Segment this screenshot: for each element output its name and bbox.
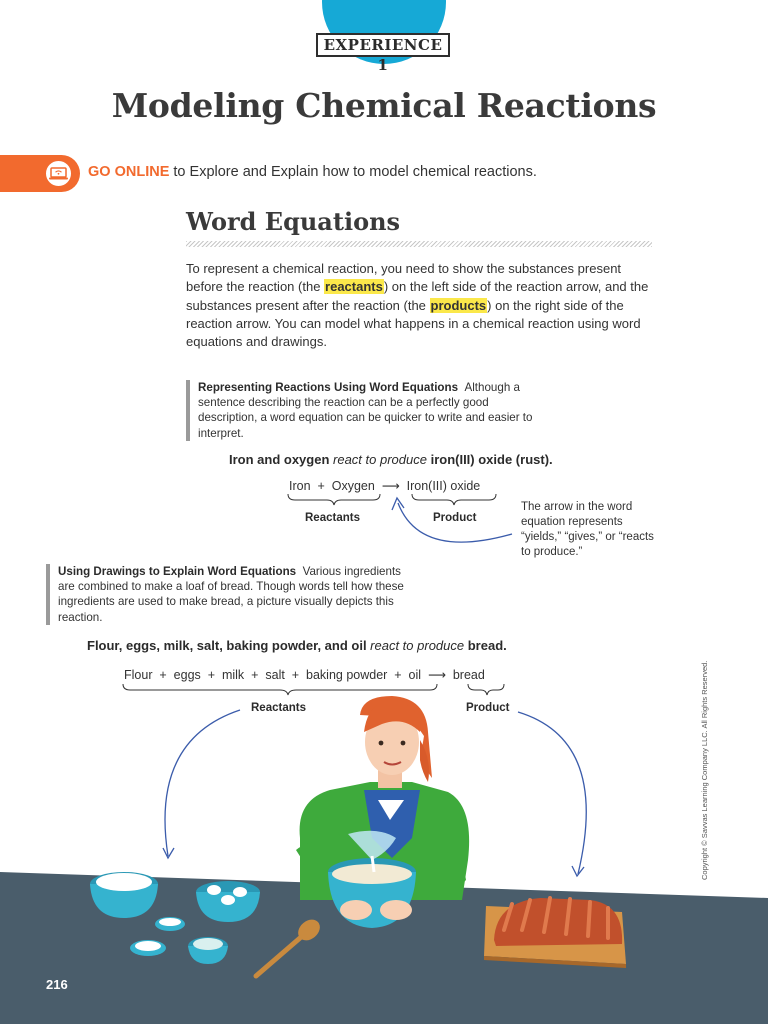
equation-1-line: Iron + Oxygen ⟶ Iron(III) oxide xyxy=(289,479,481,493)
intro-text-1: To represent a chemical reaction, you need to show the substances present before the reaction (the xyxy=(186,261,622,295)
reactants-label: Reactants xyxy=(305,512,360,524)
reactants-label: Reactants xyxy=(251,702,306,714)
caption-italic: react to produce xyxy=(370,638,468,653)
reactants-highlight: reactants xyxy=(325,279,383,295)
caption-bold: bread. xyxy=(467,638,507,653)
go-online-link[interactable]: GO ONLINE xyxy=(88,164,170,180)
page-title: Modeling Chemical Reactions xyxy=(111,86,657,125)
product-label: Product xyxy=(466,702,510,714)
experience-badge: EXPERIENCE 1 xyxy=(316,33,450,57)
caption-bold: iron(III) oxide (rust). xyxy=(430,452,553,467)
product-label: Product xyxy=(433,512,477,524)
sidebar-text: Various ingredients are combined to make a loaf of bread. Though words tell how these ingredients are used to make bread, a picture visually depicts this reaction. xyxy=(58,565,404,624)
caption-italic: react to produce xyxy=(333,452,431,467)
caption-bold: Flour, eggs, milk, salt, baking powder, and oil xyxy=(87,638,371,653)
intro-text-2: ) on the left side of the reaction arrow, and the substances present after the reaction (the xyxy=(186,279,649,313)
sidebar-heading: Representing Reactions Using Word Equations xyxy=(198,381,459,394)
sidebar-text: Although a sentence describing the reaction can be a perfectly good description, a word equation can be quicker to write and easier to interpret. xyxy=(198,381,533,440)
go-online-description: to Explore and Explain how to model chemical reactions. xyxy=(169,164,537,180)
products-highlight: products xyxy=(430,297,487,313)
bread-loaf xyxy=(484,898,626,968)
copyright-notice: Copyright © Savvas Learning Company LLC. All Rights Reserved. xyxy=(700,660,709,880)
page-number: 216 xyxy=(46,977,68,992)
section-title: Word Equations xyxy=(186,207,401,236)
sidebar-heading: Using Drawings to Explain Word Equations xyxy=(58,565,297,578)
baking-powder-bowl xyxy=(130,940,166,956)
salt-bowl xyxy=(155,917,185,931)
caption-bold: Iron and oxygen xyxy=(229,452,334,467)
equation-2-line: Flour + eggs + milk + salt + baking powder + oil ⟶ bread xyxy=(124,668,485,682)
arrow-note: The arrow in the word equation represents “yields,” “gives,” or “reacts to produce.” xyxy=(521,501,654,558)
intro-text-3: ) on the right side of the reaction arrow. You can model what happens in a chemical reaction using word equations and drawings. xyxy=(186,297,641,350)
